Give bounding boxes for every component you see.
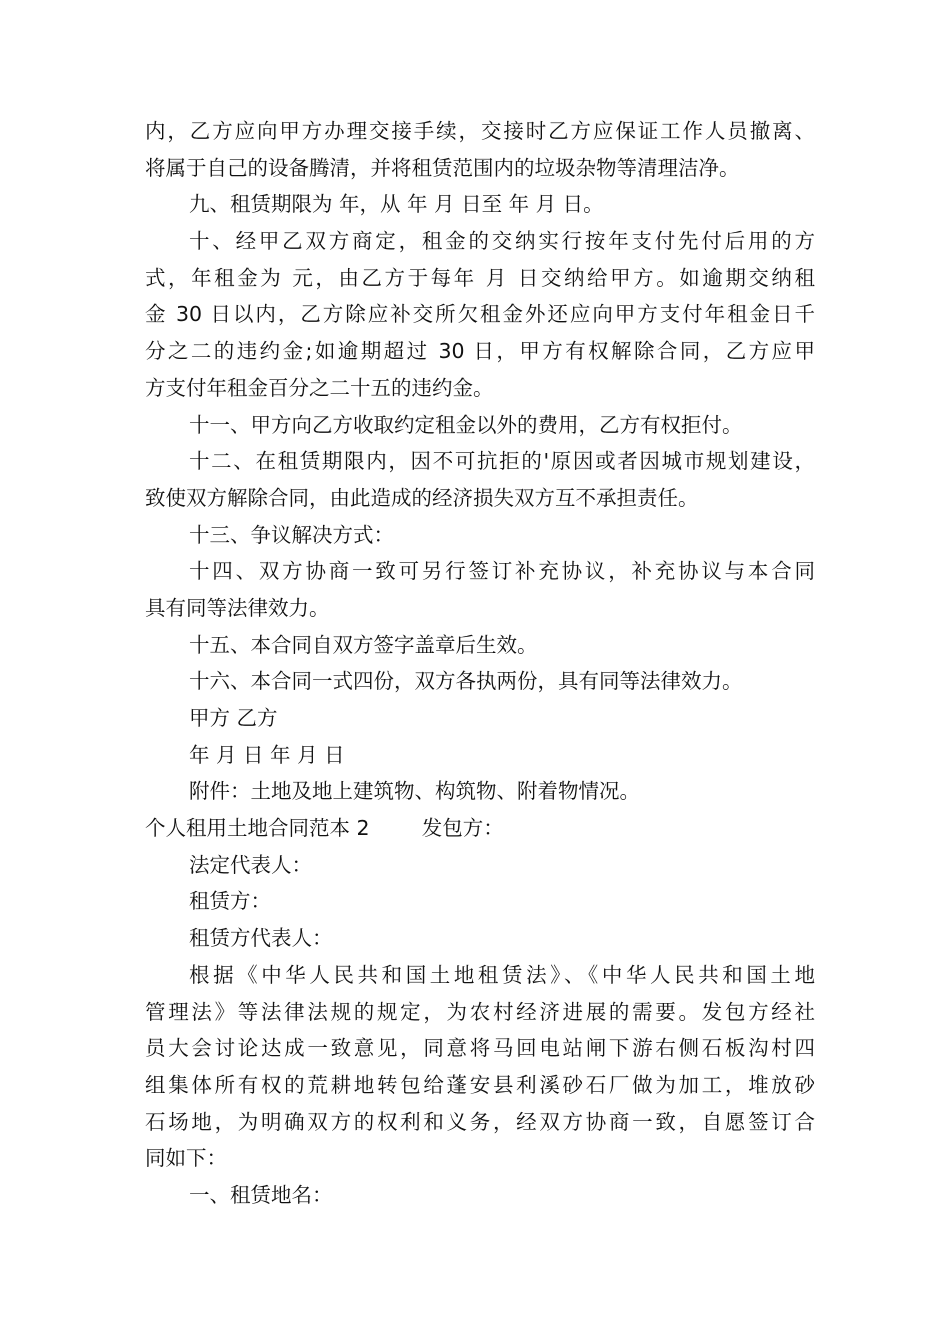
document-line: 租赁方代表人： — [189, 926, 333, 951]
document-line: 十一、甲方向乙方收取约定租金以外的费用，乙方有权拒付。 — [189, 412, 743, 437]
document-line: 式，年租金为 元，由乙方于每年 月 日交纳给甲方。如逾期交纳租 — [145, 265, 815, 290]
document-line: 十四、双方协商一致可另行签订补充协议，补充协议与本合同 — [189, 559, 815, 584]
document-line: 九、租赁期限为 年，从 年 月 日至 年 月 日。 — [189, 192, 604, 217]
document-page — [145, 113, 815, 1214]
document-line: 法定代表人： — [189, 852, 312, 877]
document-line: 同如下： — [145, 1146, 227, 1171]
document-line: 十三、争议解决方式： — [189, 522, 394, 547]
document-line: 附件：土地及地上建筑物、构筑物、附着物情况。 — [189, 779, 640, 804]
document-line: 年 月 日 年 月 日 — [189, 742, 345, 767]
document-line: 甲方 乙方 — [189, 706, 278, 730]
document-line: 根据《中华人民共和国土地租赁法》、《中华人民共和国土地 — [189, 962, 815, 987]
document-line: 石场地，为明确双方的权利和义务，经双方协商一致，自愿签订合 — [145, 1109, 815, 1134]
document-line: 致使双方解除合同，由此造成的经济损失双方互不承担责任。 — [145, 485, 699, 510]
document-line: 十、经甲乙双方商定，租金的交纳实行按年支付先付后用的方 — [189, 229, 815, 254]
document-line: 一、租赁地名： — [189, 1182, 333, 1207]
document-line: 将属于自己的设备腾清，并将租赁范围内的垃圾杂物等清理洁净。 — [145, 155, 740, 180]
document-line: 个人租用土地合同范本 2 发包方： — [145, 816, 504, 841]
document-line: 内，乙方应向甲方办理交接手续，交接时乙方应保证工作人员撤离、 — [145, 119, 815, 143]
document-line: 方支付年租金百分之二十五的违约金。 — [145, 375, 494, 400]
document-line: 组集体所有权的荒耕地转包给蓬安县利溪砂石厂做为加工，堆放砂 — [145, 1072, 815, 1097]
document-line: 分之二的违约金;如逾期超过 30 日，甲方有权解除合同，乙方应甲 — [145, 339, 815, 364]
document-line: 十五、本合同自双方签字盖章后生效。 — [189, 632, 538, 657]
document-line: 具有同等法律效力。 — [145, 595, 330, 620]
document-line: 租赁方： — [189, 889, 271, 914]
document-line: 十二、在租赁期限内，因不可抗拒的'原因或者因城市规划建设， — [189, 449, 815, 474]
document-line: 十六、本合同一式四份，双方各执两份，具有同等法律效力。 — [189, 669, 743, 694]
document-line: 员大会讨论达成一致意见，同意将马回电站闸下游右侧石板沟村四 — [145, 1036, 815, 1061]
document-line: 管理法》等法律法规的规定，为农村经济进展的需要。发包方经社 — [145, 999, 815, 1024]
document-line: 金 30 日以内，乙方除应补交所欠租金外还应向甲方支付年租金日千 — [145, 302, 815, 327]
